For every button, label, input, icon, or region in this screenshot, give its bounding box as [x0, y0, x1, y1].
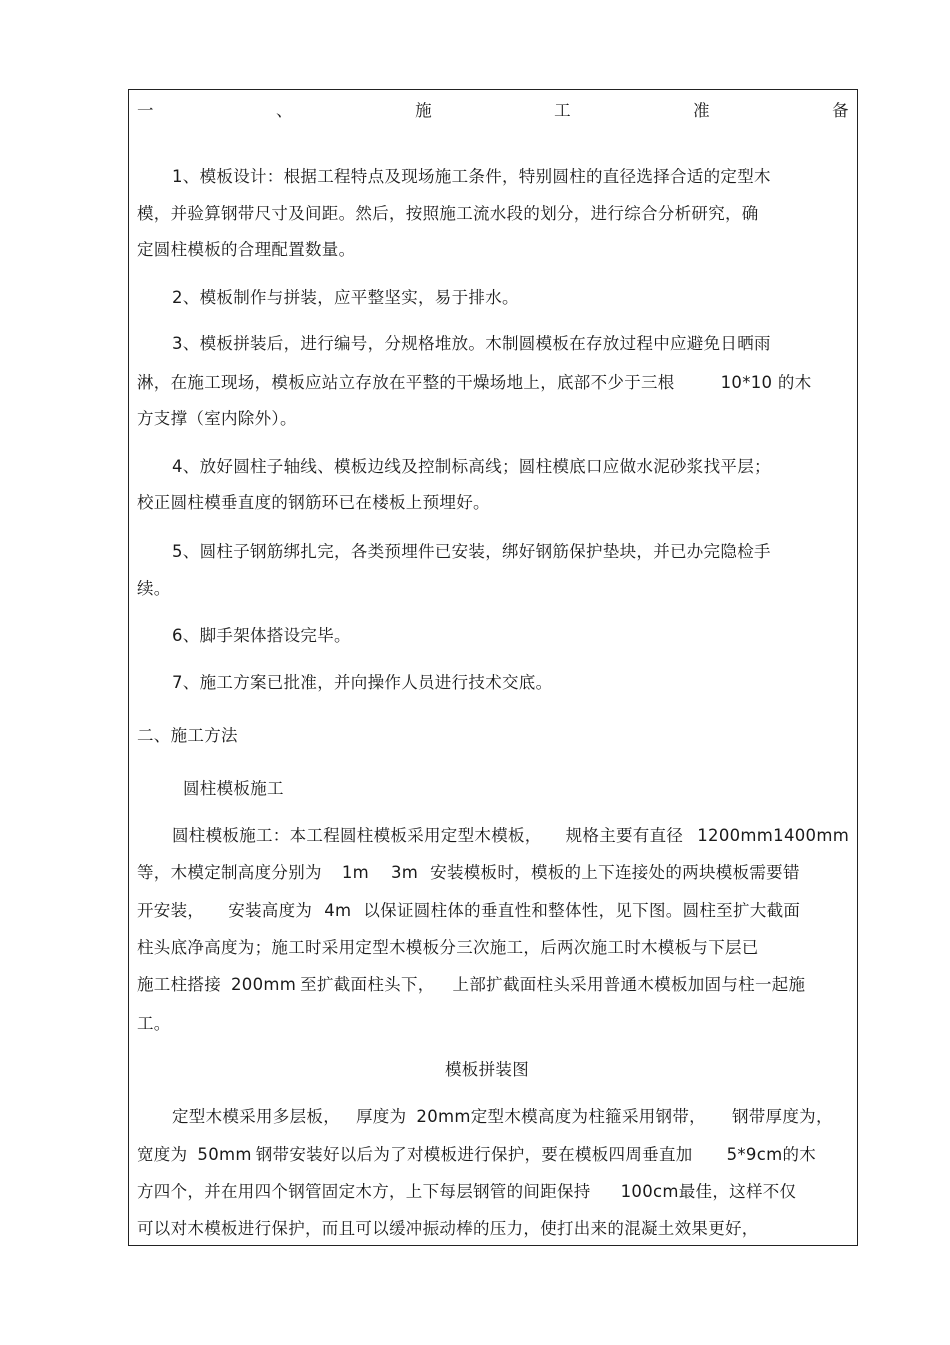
paragraph-line: 工。 [137, 1014, 171, 1033]
paragraph-line [137, 900, 800, 922]
heading-char: 工 [554, 101, 571, 120]
text-segment: 的木 [782, 1145, 817, 1164]
text-segment: 宽度为 [137, 1145, 188, 1164]
paragraph-line: 3、模板拼装后，进行编号，分规格堆放。木制圆模板在存放过程中应避免日晒雨 [172, 334, 771, 353]
text-segment: 钢带安装好以后为了对模板进行保护，要在模板四周垂直加 [255, 1145, 693, 1164]
figure-caption: 模板拼装图 [445, 1060, 529, 1079]
text-segment: 3m [390, 863, 419, 882]
paragraph-line: 2、模板制作与拼装，应平整坚实，易于排水。 [172, 288, 519, 307]
text-segment: 钢带厚度为， [731, 1107, 833, 1126]
text-segment: 定型木模采用多层板， [172, 1107, 340, 1126]
paragraph-line: 方支撑（室内除外）。 [137, 409, 297, 428]
text-segment: 安装高度为 [228, 901, 313, 920]
paragraph-line: 5、圆柱子钢筋绑扎完，各类预埋件已安装，绑好钢筋保护垫块，并已办完隐检手 [172, 542, 771, 561]
paragraph-line: 定圆柱模板的合理配置数量。 [137, 240, 356, 259]
heading-char: 施 [415, 101, 432, 120]
text-segment: 20mm [416, 1107, 471, 1126]
heading-char: 准 [693, 101, 710, 120]
paragraph-line: 4、放好圆柱子轴线、模板边线及控制标高线；圆柱模底口应做水泥砂浆找平层； [172, 457, 771, 476]
paragraph-line: 1、模板设计：根据工程特点及现场施工条件，特别圆柱的直径选择合适的定型木 [172, 167, 771, 186]
text-segment: 至扩截面柱头下， [300, 975, 435, 994]
text-segment: 等，木模定制高度分别为 [137, 863, 322, 882]
text-segment: 施工柱搭接 [137, 975, 221, 994]
text-segment: 安装模板时，模板的上下连接处的两块模板需要错 [430, 863, 800, 882]
text-segment: 200mm [231, 975, 297, 994]
text-segment: 圆柱模板施工：本工程圆柱模板采用定型木模板， [172, 826, 542, 845]
paragraph-line: 可以对木模板进行保护，而且可以缓冲振动棒的压力，使打出来的混凝土效果更好， [137, 1219, 759, 1238]
text-segment: 方四个，并在用四个钢管固定木方，上下每层钢管的间距保持 [137, 1182, 591, 1201]
text-segment: 厚度为 [356, 1107, 407, 1126]
paragraph-line [172, 825, 849, 847]
paragraph-line: 6、脚手架体搭设完毕。 [172, 626, 351, 645]
section-heading-method: 二、施工方法 [137, 726, 238, 745]
heading-char: 、 [276, 101, 293, 120]
text-segment: 最佳，这样不仅 [678, 1182, 797, 1201]
heading-char: 备 [832, 101, 849, 120]
text-segment: 1200mm1400mm [697, 826, 850, 845]
paragraph-line [172, 1106, 833, 1128]
section-heading-preparation [137, 100, 849, 122]
text-segment: 定型木模高度为柱箍采用钢带， [470, 1107, 706, 1126]
text-segment: 上部扩截面柱头采用普通木模板加固与柱一起施 [452, 975, 806, 994]
text-segment: 100cm [620, 1182, 679, 1201]
paragraph-line [137, 974, 805, 996]
text-segment: 淋，在施工现场，模板应站立存放在平整的干燥场地上，底部不少于三根 [137, 373, 675, 392]
paragraph-line: 柱头底净高度为；施工时采用定型木模板分三次施工，后两次施工时木模板与下层已 [137, 938, 759, 957]
text-segment: 10*10 的木 [720, 373, 812, 392]
paragraph-line: 模，并验算钢带尺寸及间距。然后，按照施工流水段的划分，进行综合分析研究，确 [137, 204, 759, 223]
text-segment: 5*9cm [726, 1145, 783, 1164]
paragraph-line: 7、施工方案已批准，并向操作人员进行技术交底。 [172, 673, 553, 692]
paragraph-line [137, 862, 800, 884]
text-segment: 规格主要有直径 [565, 826, 684, 845]
text-segment: 1m [341, 863, 369, 882]
paragraph-line: 续。 [137, 579, 171, 598]
subheading: 圆柱模板施工 [183, 779, 284, 798]
text-segment: 4m [324, 901, 352, 920]
paragraph-line [137, 372, 812, 394]
text-segment: 50mm [197, 1145, 252, 1164]
paragraph-line: 校正圆柱模垂直度的钢筋环已在楼板上预埋好。 [137, 493, 490, 512]
paragraph-line [137, 1181, 796, 1203]
text-segment: 以保证圆柱体的垂直性和整体性，见下图。圆柱至扩大截面 [363, 901, 801, 920]
heading-char: 一 [137, 101, 154, 120]
text-segment: 开安装， [137, 901, 205, 920]
paragraph-line [137, 1144, 816, 1166]
